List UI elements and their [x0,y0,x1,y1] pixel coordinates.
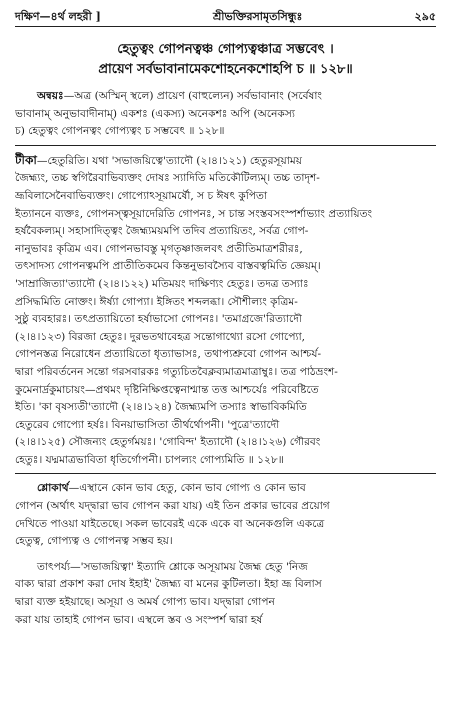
verse [15,40,436,80]
header-book-title: শ্রীভক্তিরসামৃতসিন্ধুঃ [213,10,303,23]
tatparya-line: করা যায় তাহাই গোপন ভাব। এস্থলে স্তব ও সংস্পর্শ দ্বারা হর্ষ [15,613,263,626]
verse-line-1: হেতুত্বং গোপনত্বঞ্চ গোপ্যত্বঞ্চাত্র সম্ভবেৎ । [117,42,334,57]
tika-line: (২।৪।১২৩) বিরজা হেতুঃ। দুরভতথাবেহত্র সন্তোগাথ্যো রসো গোপ্যো, [15,330,306,343]
sloka-label: শ্লোকার্থ [37,482,69,495]
tika-line: 'সাম্রাজিত্যা'ত্যাদৌ (২।৪।১২২) মতিময়ং দাক্ষিণ্যং হেতুঃ। তদত্র তস্যাঃ [15,277,309,290]
tatparya-section [15,559,436,629]
tatparya-line: দ্বারা ব্যক্ত হইয়াছে। অসূয়া ও অমর্ষ গোপ্য ভাব। যদ্দ্বারা গোপন [15,596,275,609]
verse-line-2: প্রায়েণ সর্বভাবানামেকশোহনেকশোহপি চ ॥ ১২৮॥ [98,62,353,77]
tika-line: কুমেনার্দ্রকুমাচায়ং—প্রথমং দৃষ্টিনিক্ষিপ্তত্বেনাশ্মান্ত তত্ত আশ্চর্যেঃ পরিবেষ্টিতে [15,383,319,396]
tika-label: টীকা [15,152,37,167]
tika-line: হর্ষবৈকল্যম্। সহাসাদিত্ত্বং জৈহ্ম্যময়মপি তদিব প্রত্যায়িতং, সর্বত্র গোপ- [15,225,309,238]
sloka-line: গোপন (অর্থাৎ যদ্দ্বারা ভাব গোপন করা যায়) এই তিন প্রকার ভাবের প্রয়োগ [15,500,330,513]
tika-line: প্রসিদ্ধমিতি নোক্তং। ঈর্ষ্যা গোপ্যা। ইঙ্গিতং শব্দলব্ধা। সৌশীল্যং কৃত্রিম- [15,295,298,308]
section-divider [15,145,436,146]
tika-line: গোপনস্তত্র নিরোধেন প্রত্যায়িতো ধৃত্যাভাসঃ, তথাপ্যশ্রুবো গোপন আশ্চর্য- [15,348,322,361]
sloka-line: শ্লোকার্থ—এস্থানে কোন ভাব হেতু, কোন ভাব গোপ্য ও কোন ভাব [37,482,306,495]
running-header [15,8,436,24]
tika-line: সুষ্ঠু ব্যবহারঃ। তৎপ্রত্যায়িতো হর্ষাভাসো গোপনঃ। 'তমাগ্রজে'রিত্যাদৌ [15,313,302,326]
sloka-meaning-section [15,480,436,550]
anvaya-section [15,88,436,141]
anvaya-line: চ) হেতুত্বং গোপনত্বং গোপ্যত্বং চ সম্ভবেৎ ॥ ১২৮॥ [15,125,225,138]
tika-line: হেতুরেব গোপ্যো হর্ষঃ। বিনয়াভাসিতা তীর্থর্থোপনী। 'পুত্রে'ত্যাদৌ [15,418,280,431]
sloka-line: হেতুত্ব, গোপ্যত্ব ও গোপনত্ব সম্ভব হয়। [15,535,173,548]
tika-line: টীকা—হেতুরিতি। যথা 'সভাজয়িত্বে'ত্যাদৌ (২।৪।১২১) হেতুরসূয়াময় [15,152,302,167]
anvaya-line: অন্বয়ঃ—অত্র (অস্মিন্ স্থলে) প্রায়েণ (বাহুল্যেন) সর্বভাবানাং (সর্বেষাং [37,90,322,102]
tika-line: দ্বারা পরিবর্তনেন সন্তো গরসবারকঃ গত্যুচিতবৈক্লব্যমাত্রমাত্রাম্বুঃ। তত্র পাঠভ্রংশ- [15,365,338,378]
anvaya-label: অন্বয়ঃ [37,90,64,102]
header-rule [15,26,436,27]
tika-line: তৎসাদস্য গোপনত্বমপি প্রাতীতিকমেব কিন্তনুভাবস্যৈব বাস্তবত্বমিতি জ্ঞেয়ম্। [15,260,321,273]
tika-line: নানুভাবঃ কৃত্রিম এব। গোপনভাবস্তু মৃগতৃষ্ণাজলবৎ প্রতীতিমাত্রশরীরঃ, [15,242,303,255]
header-page-number: ২৯৫ [414,10,436,23]
tatparya-line: বাক্য দ্বারা প্রকাশ করা দোষ ইহাই' জৈহ্ম্য বা মনের কুটিলতা। ইহা ভ্রূ বিলাস [15,578,322,591]
tika-line: (২।৪।১২৫) সৌজন্যং হেতুর্গময়ঃ। 'গোবিন্দ' ইত্যাদৌ (২।৪।১২৬) গৌরবং [15,436,321,449]
anvaya-line: ভাবানাম্ অনুভাবাদীনাম্) একশঃ (একস্য) অনেকশঃ অপি (অনেকস্য [15,107,295,120]
section-divider [15,473,436,474]
tika-line: ইতি। 'কা বৃষস্যতী'ত্যাদৌ (২।৪।১২৪) জৈহ্ম্যমপি তস্যাঃ স্বাভাবিকমিতি [15,401,307,414]
tika-line: ভ্রূবিলাসেনৈবাভিব্যক্তং। গোপ্যোঽসূয়ামর্ষৌ, স চ ঈষৎ কুপিতা [15,189,268,202]
tika-line: হেতুঃ। যদ্মমাত্রভাবিতা ধৃতির্গোপনী। চাপল্যং গোপ্যমিতি ॥ ১২৮॥ [15,453,284,466]
tika-line: জৈহ্ম্যং, তচ্চ স্বগিরৈবাভিব্যক্তং দোষঃ স্যাদিতি মতিকৌটিল্যম্। তচ্চ তাদৃশ- [15,172,320,185]
tika-section [15,152,436,470]
sloka-line: দেখিতে পাওয়া যাইতেছে। সকল ভাবেরই একে একে বা অনেকগুলি একত্রে [15,517,325,530]
tika-line: ইত্যাননে ব্যক্তঃ, গোপনস্ত্বসূয়াদেরিতি গোপনঃ, স চান্ত সংস্তবসংস্পর্শাভ্যাং প্রত্যায়িতং [15,207,373,220]
tatparya-line: তাৎপর্য্য—'সভাজয়িত্বা' ইত্যাদি শ্লোকে অসূয়াময় জৈহ্ম হেতু 'নিজ [37,560,308,573]
header-chapter: দক্ষিণ—৪র্থ লহরী ] [15,10,101,23]
